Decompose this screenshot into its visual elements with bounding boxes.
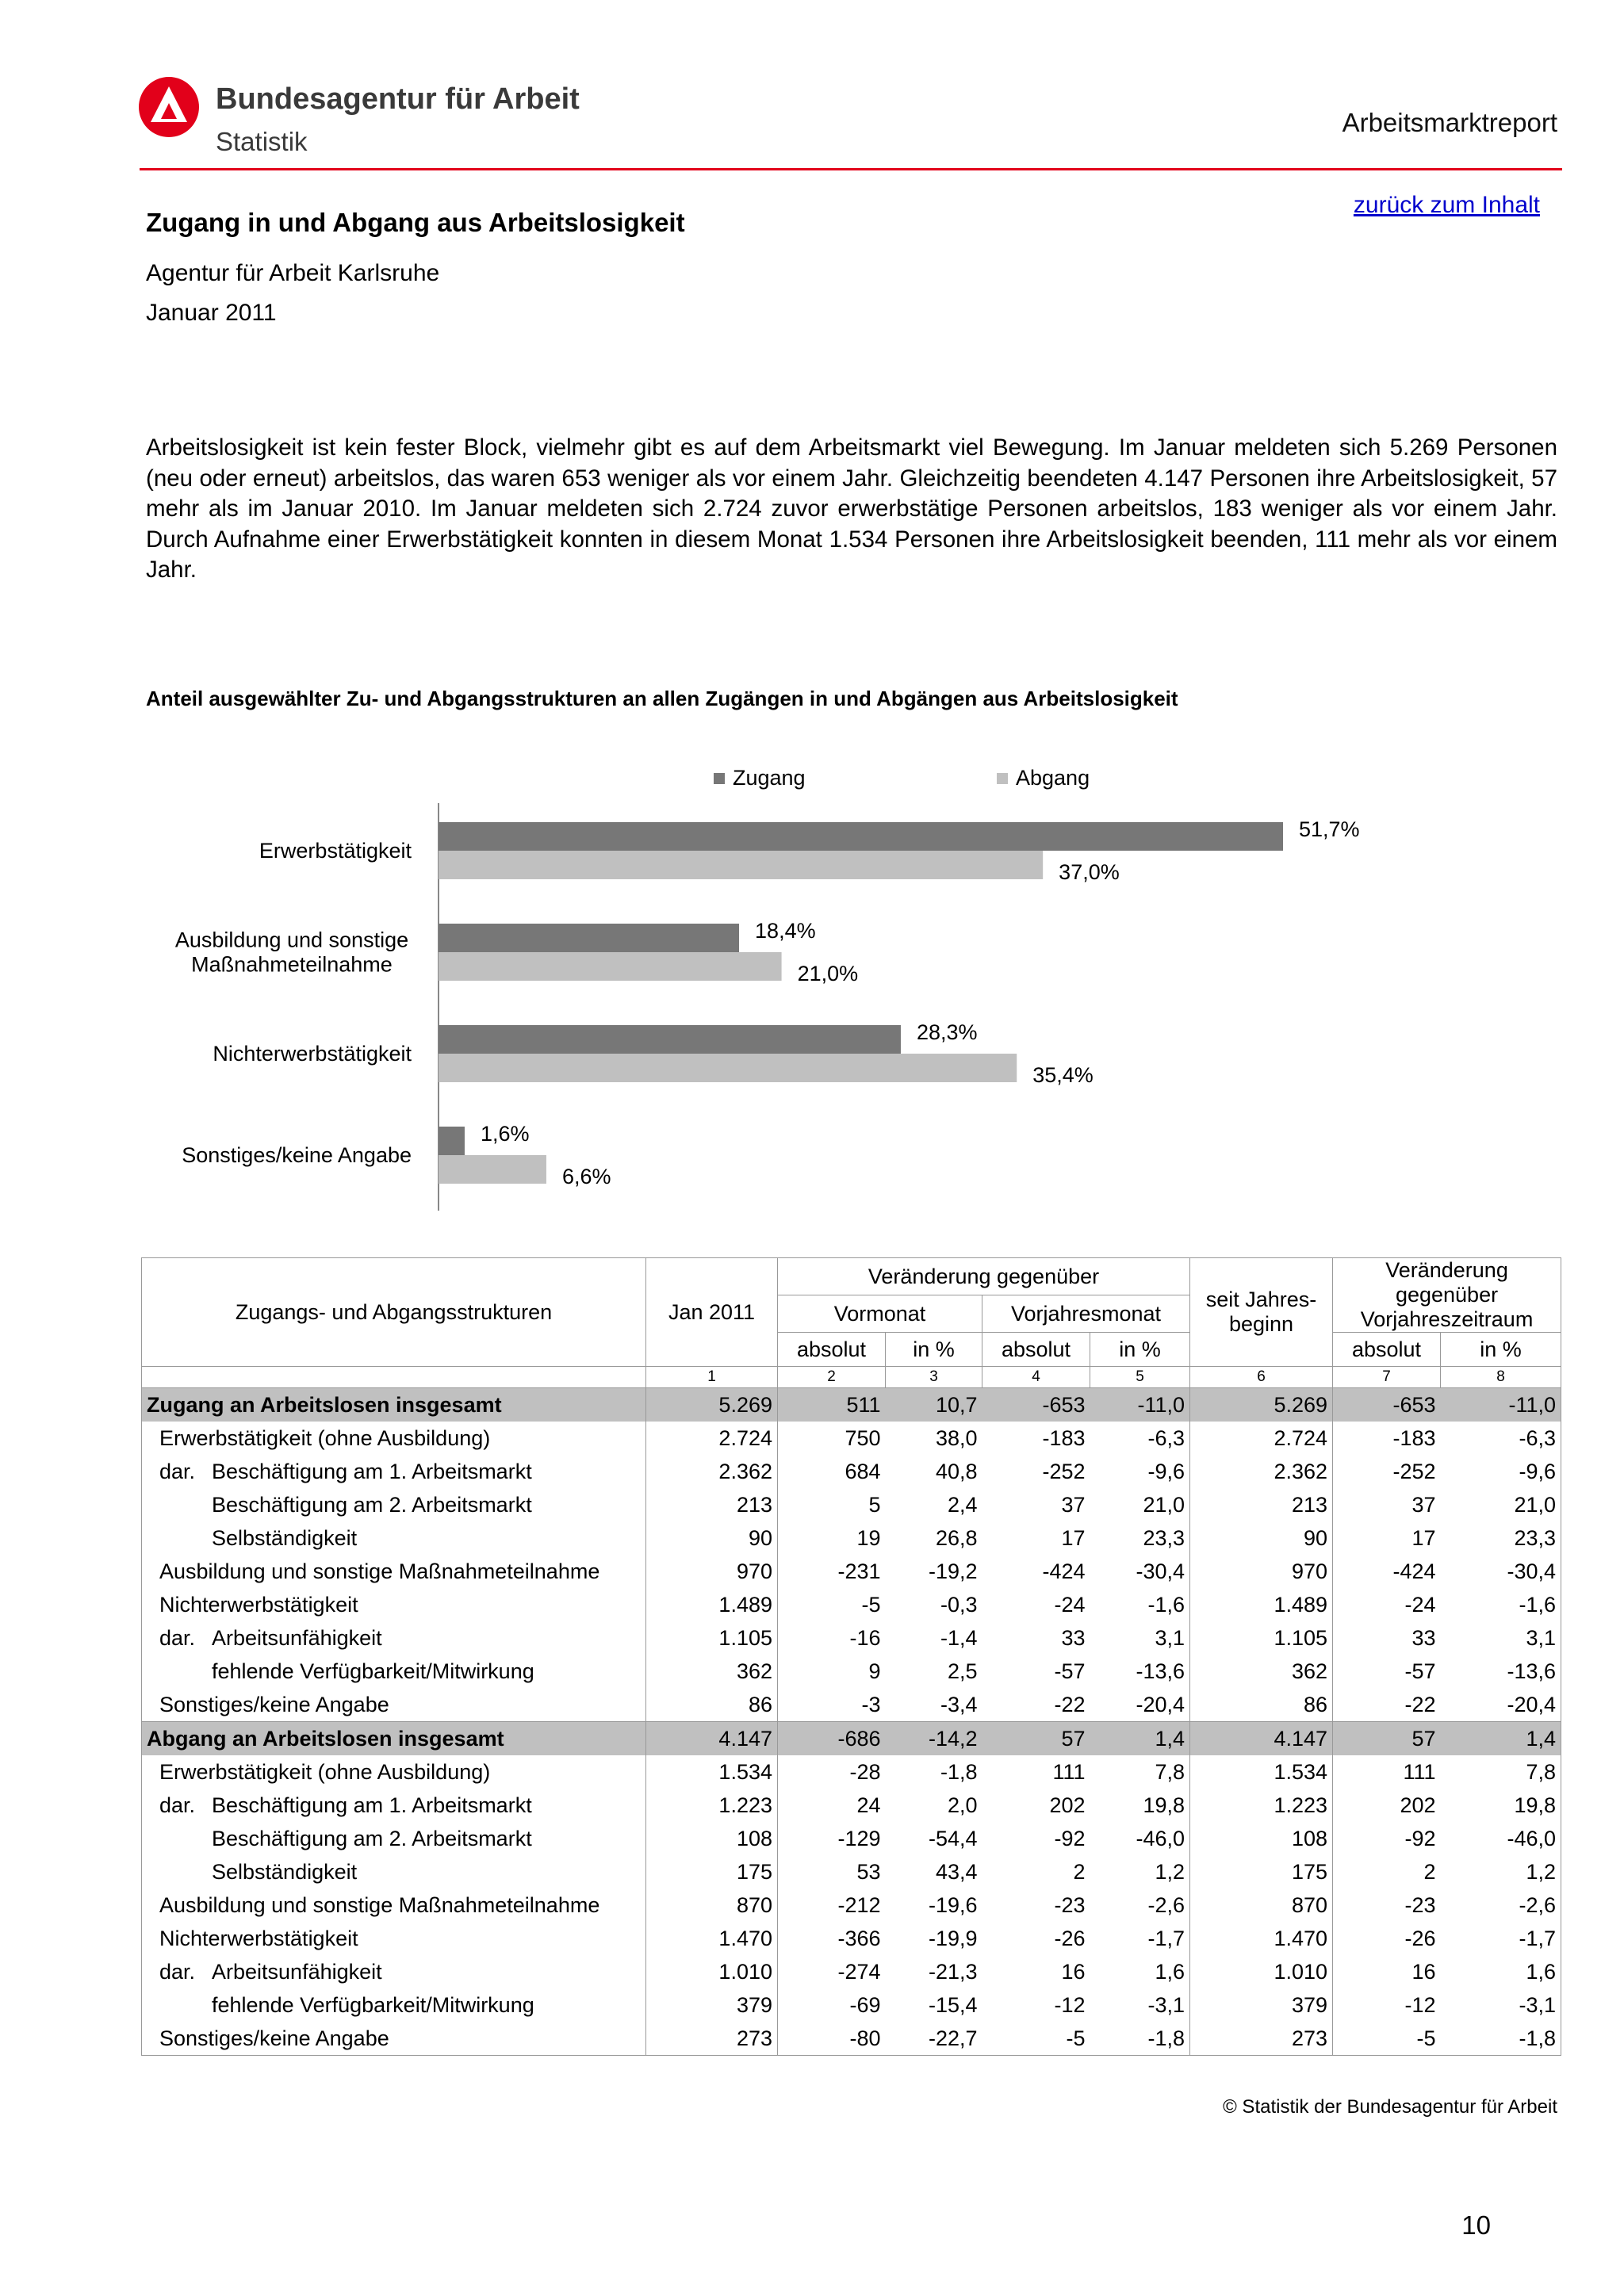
table-cell: 2,0 bbox=[947, 1793, 978, 1817]
legend-swatch bbox=[997, 773, 1008, 784]
table-cell: -24 bbox=[1054, 1592, 1086, 1617]
header-absolut: absolut bbox=[778, 1333, 886, 1367]
bar-abgang bbox=[439, 851, 1043, 879]
table-cell: 33 bbox=[1061, 1625, 1086, 1650]
table-row bbox=[142, 1488, 1561, 1521]
table-cell: -3,1 bbox=[1090, 1988, 1190, 2022]
header-jan: Jan 2011 bbox=[646, 1258, 778, 1367]
table-cell: 3,1 bbox=[1441, 1621, 1561, 1655]
table-row bbox=[142, 1755, 1561, 1789]
row-label-cell bbox=[142, 1588, 646, 1621]
table-cell: 379 bbox=[646, 1988, 778, 2022]
table-row bbox=[142, 2022, 1561, 2056]
table-cell: 57 bbox=[1333, 1722, 1441, 1756]
table-cell: 40,8 bbox=[935, 1459, 978, 1483]
data-label: 35,4% bbox=[1032, 1063, 1094, 1087]
table-cell: 362 bbox=[1190, 1655, 1333, 1688]
table-cell: -3 bbox=[861, 1692, 881, 1716]
row-label: Erwerbstätigkeit (ohne Ausbildung) bbox=[159, 1759, 491, 1784]
org-subtitle: Statistik bbox=[216, 127, 308, 156]
legend-swatch bbox=[714, 773, 725, 784]
table-cell: 870 bbox=[646, 1888, 778, 1922]
table-row bbox=[142, 1789, 1561, 1822]
table-cell: 7,8 bbox=[1090, 1755, 1190, 1789]
table-cell: -20,4 bbox=[1090, 1688, 1190, 1722]
table-cell: -1,7 bbox=[1441, 1922, 1561, 1955]
header-divider bbox=[140, 168, 1562, 170]
data-label: 21,0% bbox=[797, 962, 859, 985]
row-label: Beschäftigung am 1. Arbeitsmarkt bbox=[212, 1793, 532, 1817]
table-cell: -21,3 bbox=[928, 1959, 978, 1984]
table-cell: 5 bbox=[868, 1492, 881, 1517]
data-label: 18,4% bbox=[755, 919, 816, 943]
table-cell: 16 bbox=[1061, 1959, 1086, 1984]
header-absolut: absolut bbox=[982, 1333, 1090, 1367]
table-cell: -54,4 bbox=[928, 1826, 978, 1850]
table-cell: 2,5 bbox=[947, 1659, 978, 1683]
table-cell: -22 bbox=[1054, 1692, 1086, 1716]
table-cell: -22,7 bbox=[886, 2022, 982, 2056]
table-cell: -16 bbox=[849, 1625, 881, 1650]
table-cell: 19,8 bbox=[1090, 1789, 1190, 1822]
table-cell: -30,4 bbox=[1441, 1555, 1561, 1588]
table-cell: 1.223 bbox=[646, 1789, 778, 1822]
column-number: 7 bbox=[1333, 1367, 1441, 1388]
table-cell: 202 bbox=[1049, 1793, 1086, 1817]
table-row bbox=[142, 1521, 1561, 1555]
header-change: Veränderung gegenüber bbox=[778, 1258, 1190, 1295]
table-cell: -30,4 bbox=[1090, 1555, 1190, 1588]
table-row bbox=[142, 1855, 1561, 1888]
table-cell: 1.489 bbox=[1190, 1588, 1333, 1621]
header-vorjahresmonat: Vorjahresmonat bbox=[982, 1295, 1190, 1333]
table-cell: 17 bbox=[1061, 1525, 1086, 1550]
bar-zugang bbox=[439, 1025, 901, 1054]
row-label-cell bbox=[142, 1455, 646, 1488]
table-cell: 970 bbox=[1190, 1555, 1333, 1588]
table-row bbox=[142, 1955, 1561, 1988]
data-label: 6,6% bbox=[561, 1165, 611, 1188]
table-cell: 2 bbox=[1423, 1859, 1436, 1884]
table-cell: 5.269 bbox=[1190, 1388, 1333, 1422]
row-label: Abgang an Arbeitslosen insgesamt bbox=[147, 1726, 504, 1751]
table-cell: 175 bbox=[1190, 1855, 1333, 1888]
bar-abgang bbox=[439, 1155, 546, 1184]
table-cell: 26,8 bbox=[935, 1525, 978, 1550]
table-cell: -22 bbox=[1404, 1692, 1436, 1716]
table-cell: -57 bbox=[1054, 1659, 1086, 1683]
header-change-prev-period: Veränderung gegenüber Vorjahreszeitraum bbox=[1333, 1258, 1561, 1333]
row-label-cell bbox=[142, 1855, 646, 1888]
table-cell: -1,4 bbox=[940, 1625, 978, 1650]
table-cell: 379 bbox=[1190, 1988, 1333, 2022]
table-cell: 86 bbox=[1190, 1688, 1333, 1722]
table-cell: -1,6 bbox=[1090, 1588, 1190, 1621]
bar-zugang bbox=[439, 924, 739, 952]
bar-abgang bbox=[439, 1054, 1017, 1082]
table-cell: 273 bbox=[1190, 2022, 1333, 2056]
table-cell: -6,3 bbox=[1441, 1422, 1561, 1455]
row-label: Nichterwerbstätigkeit bbox=[159, 1592, 358, 1617]
table-cell: 2.724 bbox=[1190, 1422, 1333, 1455]
table-cell: 43,4 bbox=[935, 1859, 978, 1884]
data-label: 37,0% bbox=[1059, 860, 1120, 884]
table-cell: -366 bbox=[837, 1926, 881, 1950]
table-cell: 1.223 bbox=[1190, 1789, 1333, 1822]
table-body bbox=[142, 1388, 1561, 2056]
table-cell: 23,3 bbox=[1441, 1521, 1561, 1555]
table-cell: 5.269 bbox=[646, 1388, 778, 1422]
ba-logo bbox=[138, 76, 200, 138]
row-label-cell bbox=[142, 2022, 646, 2056]
row-label-cell bbox=[142, 1688, 646, 1722]
table-cell: 108 bbox=[646, 1822, 778, 1855]
bar-chart bbox=[0, 745, 1624, 1221]
row-label: Selbständigkeit bbox=[212, 1859, 358, 1884]
table-cell: 19,8 bbox=[1441, 1789, 1561, 1822]
table-cell: -92 bbox=[1404, 1826, 1436, 1850]
row-label-cell bbox=[142, 1755, 646, 1789]
table-cell: 2.362 bbox=[646, 1455, 778, 1488]
table-cell: -2,6 bbox=[1441, 1888, 1561, 1922]
legend-label: Zugang bbox=[733, 766, 806, 790]
row-label: Nichterwerbstätigkeit bbox=[159, 1926, 358, 1950]
table-cell: 21,0 bbox=[1090, 1488, 1190, 1521]
table-cell: 38,0 bbox=[935, 1425, 978, 1450]
table-cell: -24 bbox=[1404, 1592, 1436, 1617]
table-cell: 273 bbox=[646, 2022, 778, 2056]
header-vormonat: Vormonat bbox=[778, 1295, 982, 1333]
table-cell: 1.534 bbox=[1190, 1755, 1333, 1789]
table-cell: 970 bbox=[646, 1555, 778, 1588]
report-title: Arbeitsmarktreport bbox=[1342, 108, 1557, 137]
table-cell: -252 bbox=[1042, 1459, 1086, 1483]
table-cell: 2,4 bbox=[947, 1492, 978, 1517]
data-label: 1,6% bbox=[480, 1122, 530, 1146]
row-label: Arbeitsunfähigkeit bbox=[212, 1625, 382, 1650]
table-cell: -19,9 bbox=[928, 1926, 978, 1950]
row-label: fehlende Verfügbarkeit/Mitwirkung bbox=[212, 1659, 534, 1683]
row-label: Ausbildung und sonstige Maßnahmeteilnahme bbox=[159, 1892, 600, 1917]
table-cell: -424 bbox=[1392, 1559, 1436, 1583]
table-cell: -5 bbox=[982, 2022, 1090, 2056]
row-label-cell bbox=[142, 1888, 646, 1922]
table-cell: -653 bbox=[1333, 1388, 1441, 1422]
table-cell: -9,6 bbox=[1441, 1455, 1561, 1488]
table-cell: -5 bbox=[861, 1592, 881, 1617]
table-cell: 111 bbox=[1403, 1759, 1436, 1784]
table-cell: 175 bbox=[646, 1855, 778, 1888]
header-in-pct: in % bbox=[1441, 1333, 1561, 1367]
table-cell: -686 bbox=[778, 1722, 886, 1756]
table-row bbox=[142, 1688, 1561, 1722]
header-in-pct: in % bbox=[886, 1333, 982, 1367]
table-cell: 1,2 bbox=[1441, 1855, 1561, 1888]
table-cell: -1,7 bbox=[1090, 1922, 1190, 1955]
table-cell: -1,8 bbox=[1441, 2022, 1561, 2056]
table-cell: -252 bbox=[1392, 1459, 1436, 1483]
table-cell: 684 bbox=[845, 1459, 881, 1483]
data-label: 28,3% bbox=[916, 1020, 978, 1044]
table-cell: -2,6 bbox=[1090, 1888, 1190, 1922]
category-label: Sonstiges/keine Angabe bbox=[182, 1143, 412, 1167]
table-cell: -12 bbox=[1054, 1992, 1086, 2017]
row-label: Erwerbstätigkeit (ohne Ausbildung) bbox=[159, 1425, 491, 1450]
header-absolut: absolut bbox=[1333, 1333, 1441, 1367]
category-label: Maßnahmeteilnahme bbox=[191, 952, 393, 977]
table-cell: 362 bbox=[646, 1655, 778, 1688]
column-number: 2 bbox=[778, 1367, 886, 1388]
table-cell: -26 bbox=[1404, 1926, 1436, 1950]
table-cell: 1,4 bbox=[1090, 1722, 1190, 1756]
table-cell: -212 bbox=[837, 1892, 881, 1917]
row-label: Sonstiges/keine Angabe bbox=[159, 1692, 389, 1716]
data-table-container bbox=[141, 1257, 1561, 2056]
table-cell: 90 bbox=[1190, 1521, 1333, 1555]
table-row bbox=[142, 1422, 1561, 1455]
legend-label: Abgang bbox=[1016, 766, 1090, 790]
table-cell: -231 bbox=[837, 1559, 881, 1583]
table-row bbox=[142, 1555, 1561, 1588]
table-cell: -183 bbox=[1392, 1425, 1436, 1450]
column-number-label-cell bbox=[142, 1367, 646, 1388]
table-total-row bbox=[142, 1722, 1561, 1756]
table-cell: 37 bbox=[1061, 1492, 1086, 1517]
column-number: 6 bbox=[1190, 1367, 1333, 1388]
table-cell: -46,0 bbox=[1441, 1822, 1561, 1855]
table-cell: 24 bbox=[856, 1793, 881, 1817]
row-label: Selbständigkeit bbox=[212, 1525, 358, 1550]
category-label: Nichterwerbstätigkeit bbox=[213, 1042, 412, 1066]
table-cell: 33 bbox=[1411, 1625, 1436, 1650]
table-row bbox=[142, 1922, 1561, 1955]
row-label-cell bbox=[142, 1922, 646, 1955]
table-cell: 90 bbox=[646, 1521, 778, 1555]
row-label: Beschäftigung am 2. Arbeitsmarkt bbox=[212, 1492, 532, 1517]
row-label: fehlende Verfügbarkeit/Mitwirkung bbox=[212, 1992, 534, 2017]
table-cell: -424 bbox=[1042, 1559, 1086, 1583]
data-table bbox=[141, 1257, 1561, 2056]
table-cell: -26 bbox=[1054, 1926, 1086, 1950]
header-label: Zugangs- und Abgangsstrukturen bbox=[142, 1258, 646, 1367]
table-cell: -23 bbox=[1054, 1892, 1086, 1917]
table-cell: -6,3 bbox=[1090, 1422, 1190, 1455]
table-cell: 1.105 bbox=[646, 1621, 778, 1655]
table-cell: -69 bbox=[849, 1992, 881, 2017]
table-cell: 2 bbox=[1073, 1859, 1086, 1884]
row-label: Zugang an Arbeitslosen insgesamt bbox=[147, 1392, 502, 1417]
bar-zugang bbox=[439, 1127, 465, 1155]
table-cell: 1,6 bbox=[1441, 1955, 1561, 1988]
row-label-cell bbox=[142, 1521, 646, 1555]
table-cell: -80 bbox=[778, 2022, 886, 2056]
table-cell: -129 bbox=[837, 1826, 881, 1850]
table-cell: -11,0 bbox=[1441, 1388, 1561, 1422]
dar-prefix: dar. bbox=[159, 1625, 196, 1650]
chart-title: Anteil ausgewählter Zu- und Abgangsstrukturen an allen Zugängen in und Abgängen aus Arbeitslosigkeit bbox=[146, 687, 1178, 710]
agency-name: Agentur für Arbeit Karlsruhe bbox=[146, 260, 440, 286]
row-label-cell bbox=[142, 1789, 646, 1822]
table-cell: 1,4 bbox=[1441, 1722, 1561, 1756]
header-in-pct: in % bbox=[1090, 1333, 1190, 1367]
table-cell: 108 bbox=[1190, 1822, 1333, 1855]
table-cell: 111 bbox=[1052, 1759, 1086, 1784]
column-number: 3 bbox=[886, 1367, 982, 1388]
table-cell: -13,6 bbox=[1090, 1655, 1190, 1688]
header-since-year-start: seit Jahres-beginn bbox=[1190, 1258, 1333, 1367]
row-label-cell bbox=[142, 1488, 646, 1521]
table-cell: -0,3 bbox=[940, 1592, 978, 1617]
row-label-cell bbox=[142, 1555, 646, 1588]
table-cell: 3,1 bbox=[1090, 1621, 1190, 1655]
table-cell: 2.362 bbox=[1190, 1455, 1333, 1488]
table-cell: 1,6 bbox=[1090, 1955, 1190, 1988]
table-row bbox=[142, 1621, 1561, 1655]
table-cell: 37 bbox=[1411, 1492, 1436, 1517]
table-cell: -11,0 bbox=[1090, 1388, 1190, 1422]
bar-zugang bbox=[439, 822, 1283, 851]
table-cell: -5 bbox=[1333, 2022, 1441, 2056]
copyright-note: © Statistik der Bundesagentur für Arbeit bbox=[1223, 2096, 1557, 2118]
table-cell: -15,4 bbox=[928, 1992, 978, 2017]
table-row bbox=[142, 1455, 1561, 1488]
dar-prefix: dar. bbox=[159, 1459, 196, 1483]
column-number: 8 bbox=[1441, 1367, 1561, 1388]
table-row bbox=[142, 1888, 1561, 1922]
row-label: Ausbildung und sonstige Maßnahmeteilnahme bbox=[159, 1559, 600, 1583]
table-cell: -12 bbox=[1404, 1992, 1436, 2017]
table-cell: -13,6 bbox=[1441, 1655, 1561, 1688]
table-cell: 10,7 bbox=[886, 1388, 982, 1422]
table-row bbox=[142, 1822, 1561, 1855]
table-cell: 1.010 bbox=[1190, 1955, 1333, 1988]
table-cell: -1,8 bbox=[940, 1759, 978, 1784]
table-cell: -653 bbox=[982, 1388, 1090, 1422]
table-cell: 21,0 bbox=[1441, 1488, 1561, 1521]
row-label-cell bbox=[142, 1955, 646, 1988]
table-cell: 86 bbox=[646, 1688, 778, 1722]
table-cell: -274 bbox=[837, 1959, 881, 1984]
column-number: 4 bbox=[982, 1367, 1090, 1388]
table-cell: 1.105 bbox=[1190, 1621, 1333, 1655]
table-cell: -46,0 bbox=[1090, 1822, 1190, 1855]
table-row bbox=[142, 1655, 1561, 1688]
table-cell: 53 bbox=[856, 1859, 881, 1884]
table-cell: 16 bbox=[1411, 1959, 1436, 1984]
table-cell: 1.534 bbox=[646, 1755, 778, 1789]
table-cell: -57 bbox=[1404, 1659, 1436, 1683]
table-cell: -3,4 bbox=[940, 1692, 978, 1716]
table-cell: 57 bbox=[982, 1722, 1090, 1756]
table-cell: 750 bbox=[845, 1425, 881, 1450]
column-number: 1 bbox=[646, 1367, 778, 1388]
table-cell: -28 bbox=[849, 1759, 881, 1784]
row-label: Arbeitsunfähigkeit bbox=[212, 1959, 382, 1984]
page-title: Zugang in und Abgang aus Arbeitslosigkeit bbox=[146, 208, 685, 237]
table-cell: -19,6 bbox=[928, 1892, 978, 1917]
row-label: Beschäftigung am 2. Arbeitsmarkt bbox=[212, 1826, 532, 1850]
org-name: Bundesagentur für Arbeit bbox=[216, 82, 580, 116]
table-cell: -23 bbox=[1404, 1892, 1436, 1917]
dar-prefix: dar. bbox=[159, 1959, 196, 1984]
table-cell: 511 bbox=[778, 1388, 886, 1422]
table-cell: 2.724 bbox=[646, 1422, 778, 1455]
report-period: Januar 2011 bbox=[146, 300, 277, 326]
table-cell: 213 bbox=[646, 1488, 778, 1521]
table-cell: -9,6 bbox=[1090, 1455, 1190, 1488]
row-label-cell bbox=[142, 1822, 646, 1855]
table-cell: 213 bbox=[1190, 1488, 1333, 1521]
category-label: Ausbildung und sonstige bbox=[174, 928, 409, 952]
row-label-cell bbox=[142, 1621, 646, 1655]
dar-prefix: dar. bbox=[159, 1793, 196, 1817]
table-cell: 1.010 bbox=[646, 1955, 778, 1988]
category-label: Erwerbstätigkeit bbox=[259, 839, 412, 863]
table-cell: 4.147 bbox=[646, 1722, 778, 1756]
table-cell: 1,2 bbox=[1090, 1855, 1190, 1888]
column-number: 5 bbox=[1090, 1367, 1190, 1388]
table-cell: -14,2 bbox=[886, 1722, 982, 1756]
table-row bbox=[142, 1988, 1561, 2022]
row-label-cell bbox=[142, 1388, 646, 1422]
row-label-cell bbox=[142, 1988, 646, 2022]
row-label-cell bbox=[142, 1722, 646, 1756]
table-cell: 17 bbox=[1411, 1525, 1436, 1550]
table-cell: 23,3 bbox=[1090, 1521, 1190, 1555]
table-cell: -3,1 bbox=[1441, 1988, 1561, 2022]
page-number: 10 bbox=[1461, 2210, 1491, 2240]
table-cell: -183 bbox=[1042, 1425, 1086, 1450]
table-cell: 19 bbox=[856, 1525, 881, 1550]
table-cell: -20,4 bbox=[1441, 1688, 1561, 1722]
table-cell: -19,2 bbox=[928, 1559, 978, 1583]
table-cell: 1.470 bbox=[1190, 1922, 1333, 1955]
table-cell: 1.470 bbox=[646, 1922, 778, 1955]
data-label: 51,7% bbox=[1299, 817, 1360, 841]
intro-paragraph: Arbeitslosigkeit ist kein fester Block, vielmehr gibt es auf dem Arbeitsmarkt viel Bewegung. Im Januar meldeten sich 5.269 Personen (neu oder erneut) arbeitslos, das waren 653 weniger als vor einem Jahr. Gleichzeitig beendeten 4.147 Personen ihre Arbeitslosigkeit, 57 mehr als im Januar 2010. Im Januar meldeten sich 2.724 zuvor erwerbstätige Personen arbeitslos, 183 weniger als vor einem Jahr. Durch Aufnahme einer Erwerbstätigkeit konnten in diesem Monat 1.534 Personen ihre Arbeitslosigkeit beenden, 111 mehr als vor einem Jahr. bbox=[146, 434, 1557, 583]
row-label: Beschäftigung am 1. Arbeitsmarkt bbox=[212, 1459, 532, 1483]
row-label: Sonstiges/keine Angabe bbox=[159, 2026, 389, 2050]
table-cell: 7,8 bbox=[1441, 1755, 1561, 1789]
table-cell: -92 bbox=[1054, 1826, 1086, 1850]
bar-abgang bbox=[439, 952, 782, 981]
table-cell: 1.489 bbox=[646, 1588, 778, 1621]
row-label-cell bbox=[142, 1422, 646, 1455]
table-total-row bbox=[142, 1388, 1561, 1422]
table-cell: 870 bbox=[1190, 1888, 1333, 1922]
table-cell: 202 bbox=[1400, 1793, 1436, 1817]
table-cell: -1,6 bbox=[1441, 1588, 1561, 1621]
back-to-contents-link[interactable]: zurück zum Inhalt bbox=[1353, 192, 1540, 218]
row-label-cell bbox=[142, 1655, 646, 1688]
table-cell: 4.147 bbox=[1190, 1722, 1333, 1756]
table-row bbox=[142, 1588, 1561, 1621]
table-cell: -1,8 bbox=[1090, 2022, 1190, 2056]
table-cell: 9 bbox=[868, 1659, 881, 1683]
